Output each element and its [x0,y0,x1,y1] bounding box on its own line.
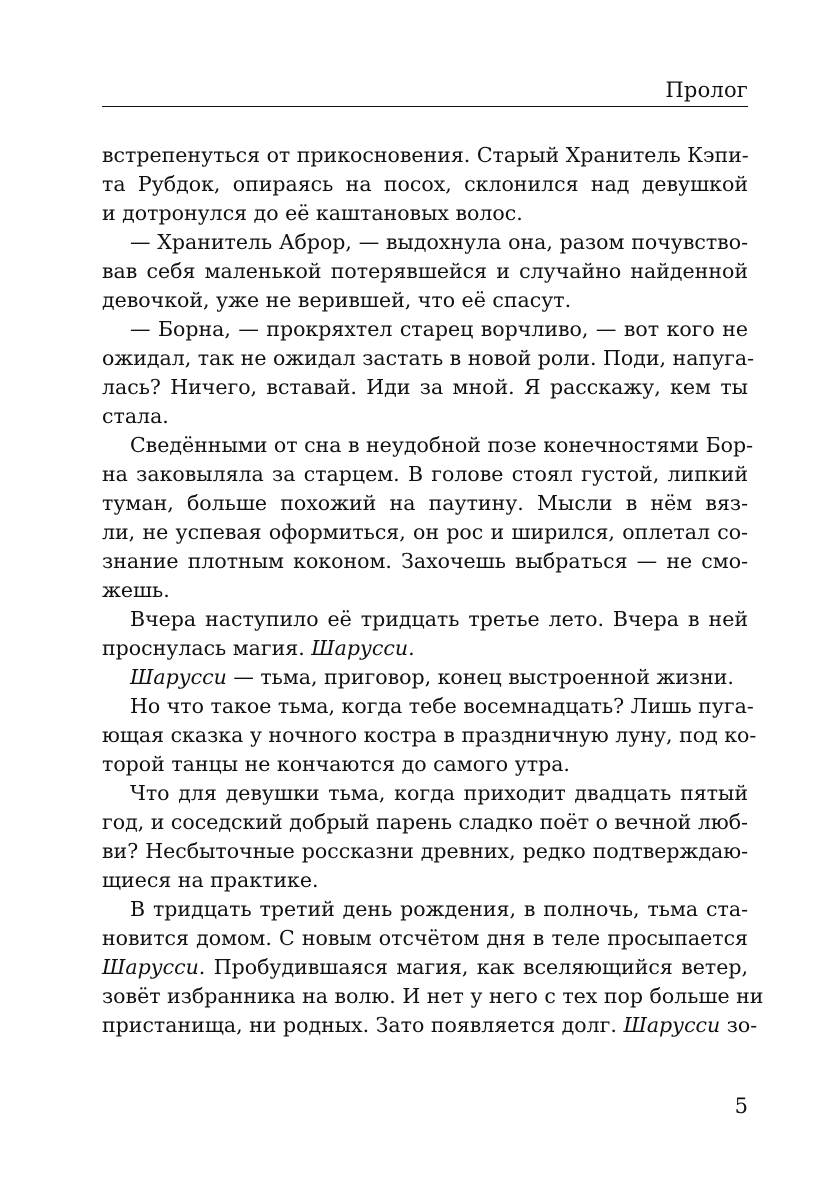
text-line: вав себя маленькой потерявшейся и случайно найденной [102,259,748,283]
text-line: пристанища, ни родных. Зато появляется долг. Шарусси зо- [102,1013,758,1037]
text-line: — Борна, — прокряхтел старец ворчливо, — вот кого не [130,317,748,341]
text-line: знание плотным коконом. Захочешь выбраться — не смо- [102,549,748,573]
text-line: ви? Несбыточные россказни древних, редко подтверждаю- [102,839,748,863]
text-line: стала. [102,404,169,428]
text-line: новится домом. С новым отсчётом дня в теле просыпается [102,926,748,950]
text-line: щиеся на практике. [102,868,319,892]
text-line: Сведёнными от сна в неудобной позе конечностями Бор- [130,433,754,457]
running-title: Пролог [665,78,748,102]
running-header [102,78,748,107]
text-line: Шарусси — тьма, приговор, конец выстроенной жизни. [130,665,734,689]
text-line: — Хранитель Аброр, — выдохнула она, разом почувство- [130,230,748,254]
text-line: проснулась магия. Шарусси. [102,636,415,660]
text-line: Шарусси. Пробудившаяся магия, как вселяющийся ветер, [102,955,748,979]
text-line: лась? Ничего, вставай. Иди за мной. Я расскажу, кем ты [102,375,748,399]
text-line: В тридцать третий день рождения, в полночь, тьма ста- [130,897,748,921]
text-line: и дотронулся до её каштановых волос. [102,201,523,225]
text-line: на заковыляла за старцем. В голове стоял густой, липкий [102,462,748,486]
text-line: девочкой, уже не верившей, что её спасут. [102,288,572,312]
text-line: зовёт избранника на волю. И нет у него с тех пор больше ни [102,984,764,1008]
text-line: та Рубдок, опираясь на посох, склонился над девушкой [102,172,748,196]
text-line: жешь. [102,578,170,602]
text-line: год, и соседский добрый парень сладко поёт о вечной люб- [102,810,748,834]
text-line: ющая сказка у ночного костра в праздничную луну, под ко- [102,723,757,747]
text-line: торой танцы не кончаются до самого утра. [102,752,570,776]
text-line: ожидал, так не ожидал застать в новой роли. Поди, напуга- [102,346,755,370]
page-number: 5 [734,1094,748,1118]
text-line: встрепенуться от прикосновения. Старый Хранитель Кэпи- [102,143,749,167]
text-line: Вчера наступило её тридцать третье лето. Вчера в ней [130,607,748,631]
text-line: Что для девушки тьма, когда приходит двадцать пятый [130,781,748,805]
text-line: ли, не успевая оформиться, он рос и ширился, оплетал со- [102,520,748,544]
text-line: туман, больше похожий на паутину. Мысли в нём вяз- [102,491,748,515]
text-line: Но что такое тьма, когда тебе восемнадцать? Лишь пуга- [130,694,754,718]
